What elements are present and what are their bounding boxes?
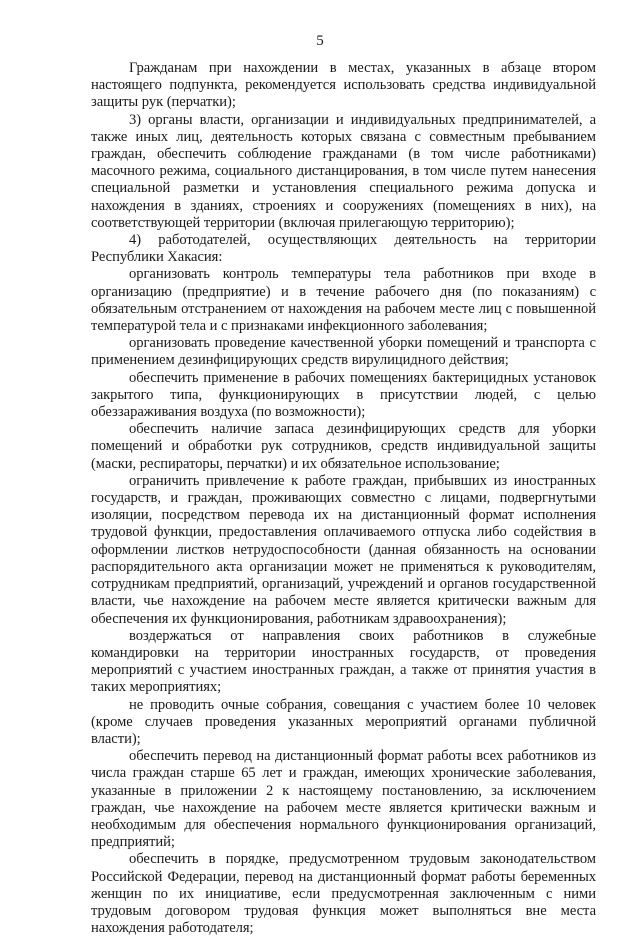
document-body: [91, 60, 596, 937]
paragraph-item-3-authorities: 3) органы власти, организации и индивидуальных предпринимателей, а также иных лиц, деятельность которых связана с совместным пребыванием граждан, обеспечить соблюдение гражданами (в том числе работниками) масочного режима, социального дистанцирования, в том числе путем нанесения специальной разметки и установления специального режима допуска и нахождения в зданиях, строениях и сооружениях (помещениях в них), на соответствующей территории (включая прилегающую территорию);: [91, 111, 596, 231]
paragraph-remote-work-65: обеспечить перевод на дистанционный формат работы всех работников из числа граждан старше 65 лет и граждан, имеющих хронические заболевания, указанные в приложении 2 к настоящему постановлению, за исключением граждан, чье нахождение на рабочем месте является критически важным и необходимым для обеспечения нормального функционирования организаций, предприятий;: [91, 748, 596, 851]
paragraph-remote-work-pregnant: обеспечить в порядке, предусмотренном трудовым законодательством Российской Федерации, перевод на дистанционный формат работы беременных женщин по их инициативе, если предусмотренная заключенным с ними трудовым договором трудовая функция может выполняться вне места нахождения работодателя;: [91, 851, 596, 937]
paragraph-limit-arrivals: ограничить привлечение к работе граждан, прибывших из иностранных государств, и граждан, проживающих совместно с лицами, подвергнутыми изоляции, посредством перевода их на дистанционный формат исполнения трудовой функции, предоставления оплачиваемого отпуска либо содействия в оформлении листков нетрудоспособности (данная обязанность на основании распорядительного акта организации может не применяться к руководителям, сотрудникам предприятий, организаций, учреждений и органов государственной власти, чье нахождение на рабочем месте является критически важным для обеспечения их функционирования, работникам здравоохранения);: [91, 472, 596, 627]
paragraph-cleaning: организовать проведение качественной уборки помещений и транспорта с применением дезинфицирующих средств вирулицидного действия;: [91, 335, 596, 369]
page-number: 5: [316, 33, 324, 49]
paragraph-meetings: не проводить очные собрания, совещания с участием более 10 человек (кроме случаев проведения указанных мероприятий органами публичной власти);: [91, 696, 596, 747]
paragraph-disinfectant-supply: обеспечить наличие запаса дезинфицирующих средств для уборки помещений и обработки рук сотрудников, средств индивидуальной защиты (маски, респираторы, перчатки) и их обязательное использование;: [91, 421, 596, 472]
paragraph-gloves-recommendation: Гражданам при нахождении в местах, указанных в абзаце втором настоящего подпункта, рекомендуется использовать средства индивидуальной защиты рук (перчатки);: [91, 60, 596, 111]
paragraph-item-4-employers: 4) работодателей, осуществляющих деятельность на территории Республики Хакасия:: [91, 232, 596, 266]
paragraph-bactericidal-units: обеспечить применение в рабочих помещениях бактерицидных установок закрытого типа, функционирующих в присутствии людей, с целью обеззараживания воздуха (по возможности);: [91, 369, 596, 421]
paragraph-temperature-control: организовать контроль температуры тела работников при входе в организацию (предприятие) и в течение рабочего дня (по показаниям) с обязательным отстранением от нахождения на рабочем месте лиц с повышенной температурой тела и с признаками инфекционного заболевания;: [91, 266, 596, 335]
paragraph-business-trips: воздержаться от направления своих работников в служебные командировки на территории иностранных государств, от проведения мероприятий с участием иностранных граждан, а также от принятия участия в таких мероприятиях;: [91, 627, 596, 696]
